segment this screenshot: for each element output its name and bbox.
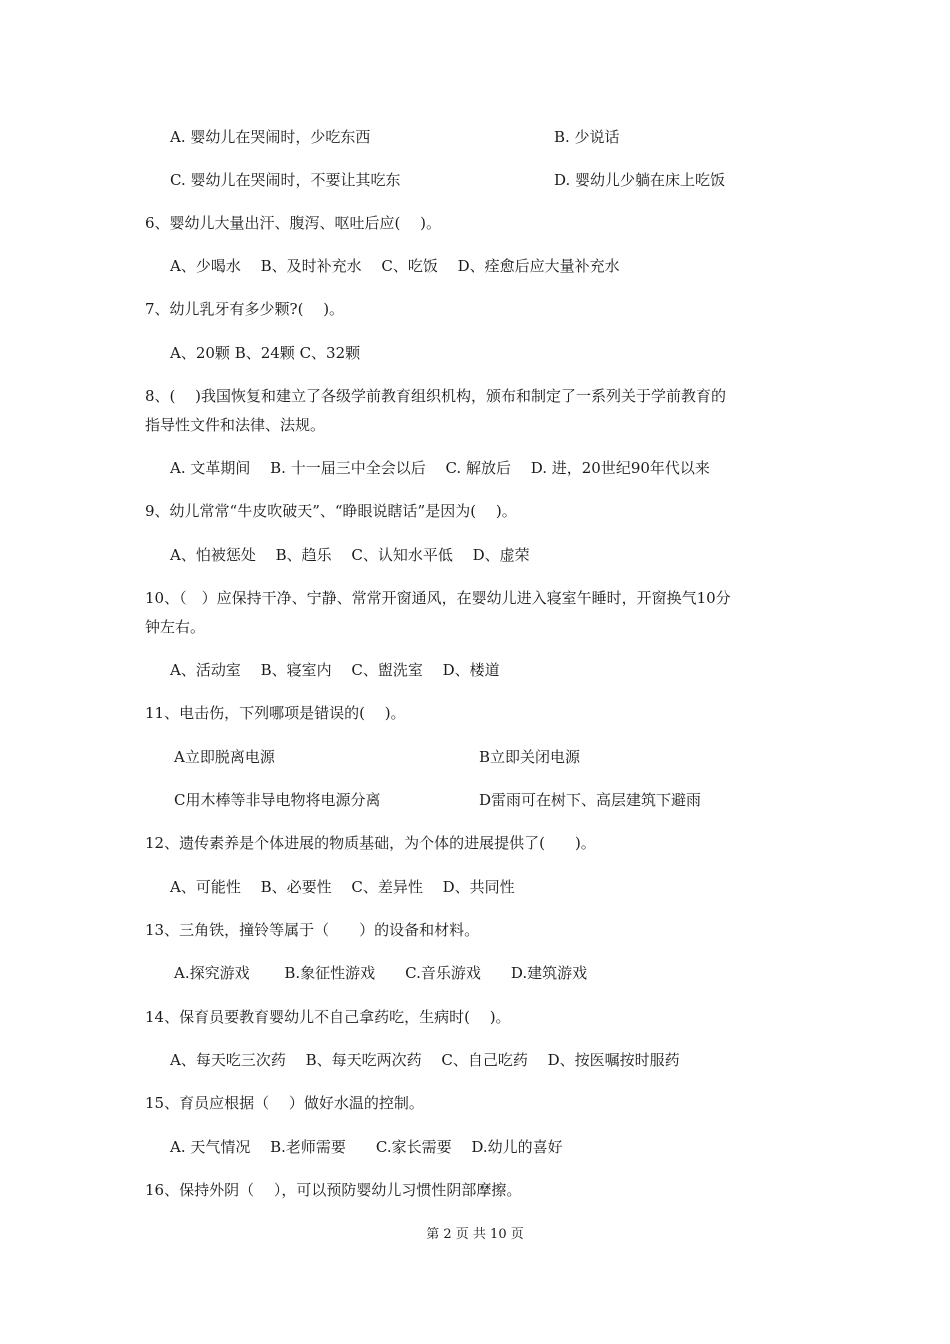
q7-options: A、20颗 B、24颗 C、32颗 bbox=[170, 344, 361, 362]
q12-stem: 12、遗传素养是个体进展的物质基础，为个体的进展提供了( )。 bbox=[145, 834, 596, 852]
q13-options: A.探究游戏 B.象征性游戏 C.音乐游戏 D.建筑游戏 bbox=[174, 964, 588, 982]
q11-option-a: A立即脱离电源 bbox=[174, 748, 275, 766]
q16-stem: 16、保持外阴（ ），可以预防婴幼儿习惯性阴部摩擦。 bbox=[145, 1181, 522, 1199]
q11-option-c: C用木棒等非导电物将电源分离 bbox=[174, 791, 381, 809]
q14-options: A、每天吃三次药 B、每天吃两次药 C、自己吃药 D、按医嘱按时服药 bbox=[170, 1051, 680, 1069]
page-number-footer: 第 2 页 共 10 页 bbox=[426, 1227, 524, 1242]
q11-option-d: D雷雨可在树下、高层建筑下避雨 bbox=[479, 791, 702, 809]
q14-stem: 14、保育员要教育婴幼儿不自己拿药吃，生病时( )。 bbox=[145, 1008, 511, 1026]
q6-stem: 6、婴幼儿大量出汗、腹泻、呕吐后应( )。 bbox=[145, 214, 442, 232]
q8-stem-line2: 指导性文件和法律、法规。 bbox=[145, 416, 326, 434]
q5-option-c: C. 婴幼儿在哭闹时，不要让其吃东 bbox=[170, 171, 401, 189]
q12-options: A、可能性 B、必要性 C、差异性 D、共同性 bbox=[170, 878, 515, 896]
q11-stem: 11、电击伤，下列哪项是错误的( )。 bbox=[145, 704, 406, 722]
q9-stem: 9、幼儿常常“牛皮吹破天”、“睁眼说瞎话”是因为( )。 bbox=[145, 502, 517, 520]
q10-stem-line1: 10、（ ）应保持干净、宁静、常常开窗通风，在婴幼儿进入寝室午睡时，开窗换气10分 bbox=[145, 589, 731, 607]
q5-option-d: D. 婴幼儿少躺在床上吃饭 bbox=[554, 171, 726, 189]
q5-option-b: B. 少说话 bbox=[554, 128, 620, 146]
q10-stem-line2: 钟左右。 bbox=[145, 618, 206, 636]
q10-options: A、活动室 B、寝室内 C、盥洗室 D、楼道 bbox=[170, 661, 500, 679]
q15-options: A. 天气情况 B.老师需要 C.家长需要 D.幼儿的喜好 bbox=[170, 1138, 563, 1156]
q6-options: A、少喝水 B、及时补充水 C、吃饭 D、痊愈后应大量补充水 bbox=[170, 257, 620, 275]
q5-option-a: A. 婴幼儿在哭闹时，少吃东西 bbox=[170, 128, 371, 146]
q8-options: A. 文革期间 B. 十一届三中全会以后 C. 解放后 D. 进，20世纪90年代以来 bbox=[170, 459, 710, 477]
q15-stem: 15、育员应根据（ ）做好水温的控制。 bbox=[145, 1094, 424, 1112]
q13-stem: 13、三角铁，撞铃等属于（ ）的设备和材料。 bbox=[145, 921, 480, 939]
q9-options: A、怕被惩处 B、趋乐 C、认知水平低 D、虚荣 bbox=[170, 546, 530, 564]
q8-stem-line1: 8、( )我国恢复和建立了各级学前教育组织机构，颁布和制定了一系列关于学前教育的 bbox=[145, 387, 727, 405]
q11-option-b: B立即关闭电源 bbox=[479, 748, 581, 766]
q7-stem: 7、幼儿乳牙有多少颗?( )。 bbox=[145, 300, 345, 318]
